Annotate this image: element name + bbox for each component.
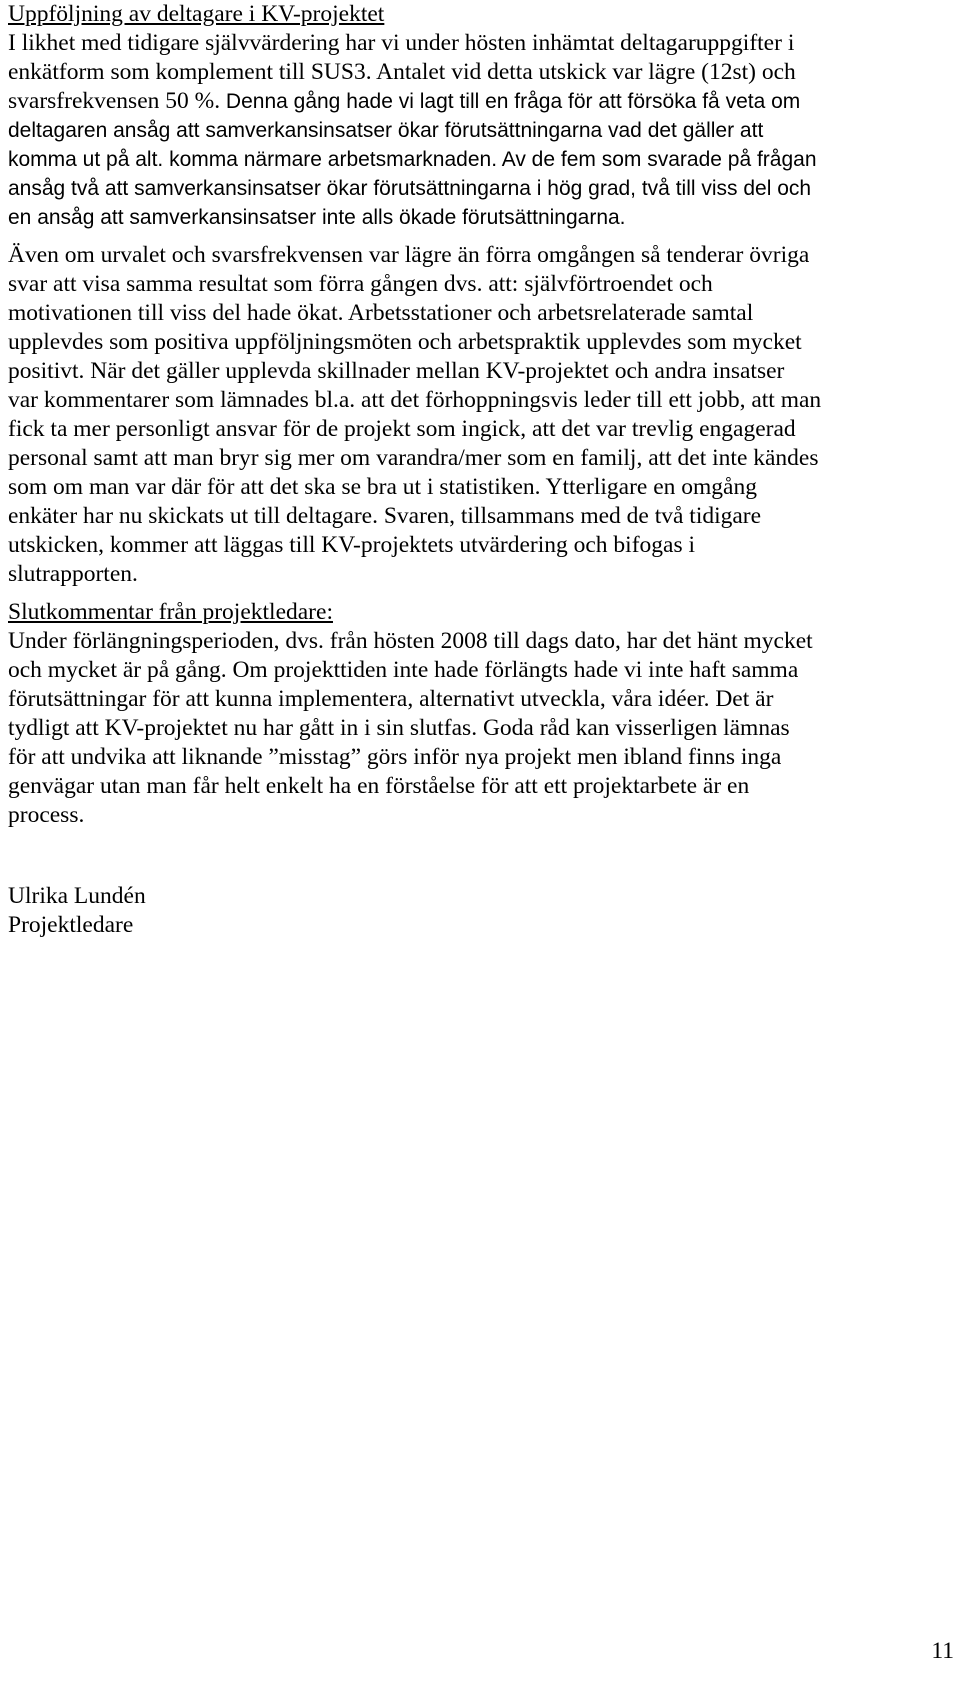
paragraph-resultat <box>8 241 948 589</box>
text-line: som om man var där för att det ska se bra ut i statistiken. Ytterligare en omgång <box>8 474 757 500</box>
page-number: 11 <box>931 1638 954 1664</box>
text-line: process. <box>8 802 85 828</box>
text-line: Även om urvalet och svarsfrekvensen var lägre än förra omgången så tenderar övriga <box>8 242 810 268</box>
text-line: förutsättningar för att kunna implementera, alternativt utveckla, våra idéer. Det är <box>8 686 774 712</box>
text-span: svarsfrekvensen 50 %. <box>8 88 221 114</box>
text-line-sans: en ansåg att samverkansinsatser inte alls ökade förutsättningarna. <box>8 206 626 229</box>
text-line: enkäter har nu skickats ut till deltagare. Svaren, tillsammans med de två tidigare <box>8 503 762 529</box>
text-line: upplevdes som positiva uppföljningsmöten och arbetspraktik upplevdes som mycket <box>8 329 802 355</box>
text-line: och mycket är på gång. Om projekttiden inte hade förlängts hade vi inte haft samma <box>8 657 799 683</box>
text-line: genvägar utan man får helt enkelt ha en förståelse för att ett projektarbete är en <box>8 773 750 799</box>
signature-block <box>8 882 948 940</box>
text-line: tydligt att KV-projektet nu har gått in i sin slutfas. Goda råd kan visserligen lämnas <box>8 715 790 741</box>
text-line-mixed <box>8 145 948 174</box>
text-line: enkätform som komplement till SUS3. Antalet vid detta utskick var lägre (12st) och <box>8 59 796 85</box>
paragraph-enkat <box>8 29 948 232</box>
signature-gap <box>8 830 948 882</box>
text-line-mixed <box>8 87 948 116</box>
text-line: motivationen till viss del hade ökat. Arbetsstationer och arbetsrelaterade samtal <box>8 300 754 326</box>
section-heading-slutkommentar: Slutkommentar från projektledare: <box>8 599 333 625</box>
paragraph-slutkommentar <box>8 627 948 830</box>
signature-name: Ulrika Lundén <box>8 883 146 909</box>
text-span-sans: komma ut på alt. komma närmare arbetsmarknaden. <box>8 148 498 171</box>
document-page <box>8 0 948 940</box>
section-heading-uppfoljning: Uppföljning av deltagare i KV-projektet <box>8 1 385 27</box>
text-span-sans: Denna gång hade vi lagt till en fråga för att försöka få veta om <box>220 90 801 113</box>
text-line: I likhet med tidigare självvärdering har vi under hösten inhämtat deltagaruppgifter i <box>8 30 795 56</box>
text-line: positivt. När det gäller upplevda skillnader mellan KV-projektet och andra insatser <box>8 358 785 384</box>
text-line: för att undvika att liknande ”misstag” görs inför nya projekt men ibland finns inga <box>8 744 782 770</box>
text-line-sans: ansåg två att samverkansinsatser ökar förutsättningarna i hög grad, två till viss del och <box>8 177 812 200</box>
text-line: utskicken, kommer att läggas till KV-projektets utvärdering och bifogas i <box>8 532 696 558</box>
text-line: slutrapporten. <box>8 561 138 587</box>
text-span-sans: Av de fem som svarade på frågan <box>497 148 817 171</box>
text-line: fick ta mer personligt ansvar för de projekt som ingick, att det var trevlig engagerad <box>8 416 796 442</box>
text-line: Under förlängningsperioden, dvs. från hösten 2008 till dags dato, har det hänt mycket <box>8 628 813 654</box>
paragraph-gap <box>8 589 948 598</box>
signature-title: Projektledare <box>8 912 134 938</box>
text-line: var kommentarer som lämnades bl.a. att det förhoppningsvis leder till ett jobb, att man <box>8 387 822 413</box>
text-line: svar att visa samma resultat som förra gången dvs. att: självförtroendet och <box>8 271 713 297</box>
text-line: personal samt att man bryr sig mer om varandra/mer som en familj, att det inte kändes <box>8 445 819 471</box>
text-line-sans: deltagaren ansåg att samverkansinsatser ökar förutsättningarna vad det gäller att <box>8 119 764 142</box>
paragraph-gap <box>8 232 948 241</box>
